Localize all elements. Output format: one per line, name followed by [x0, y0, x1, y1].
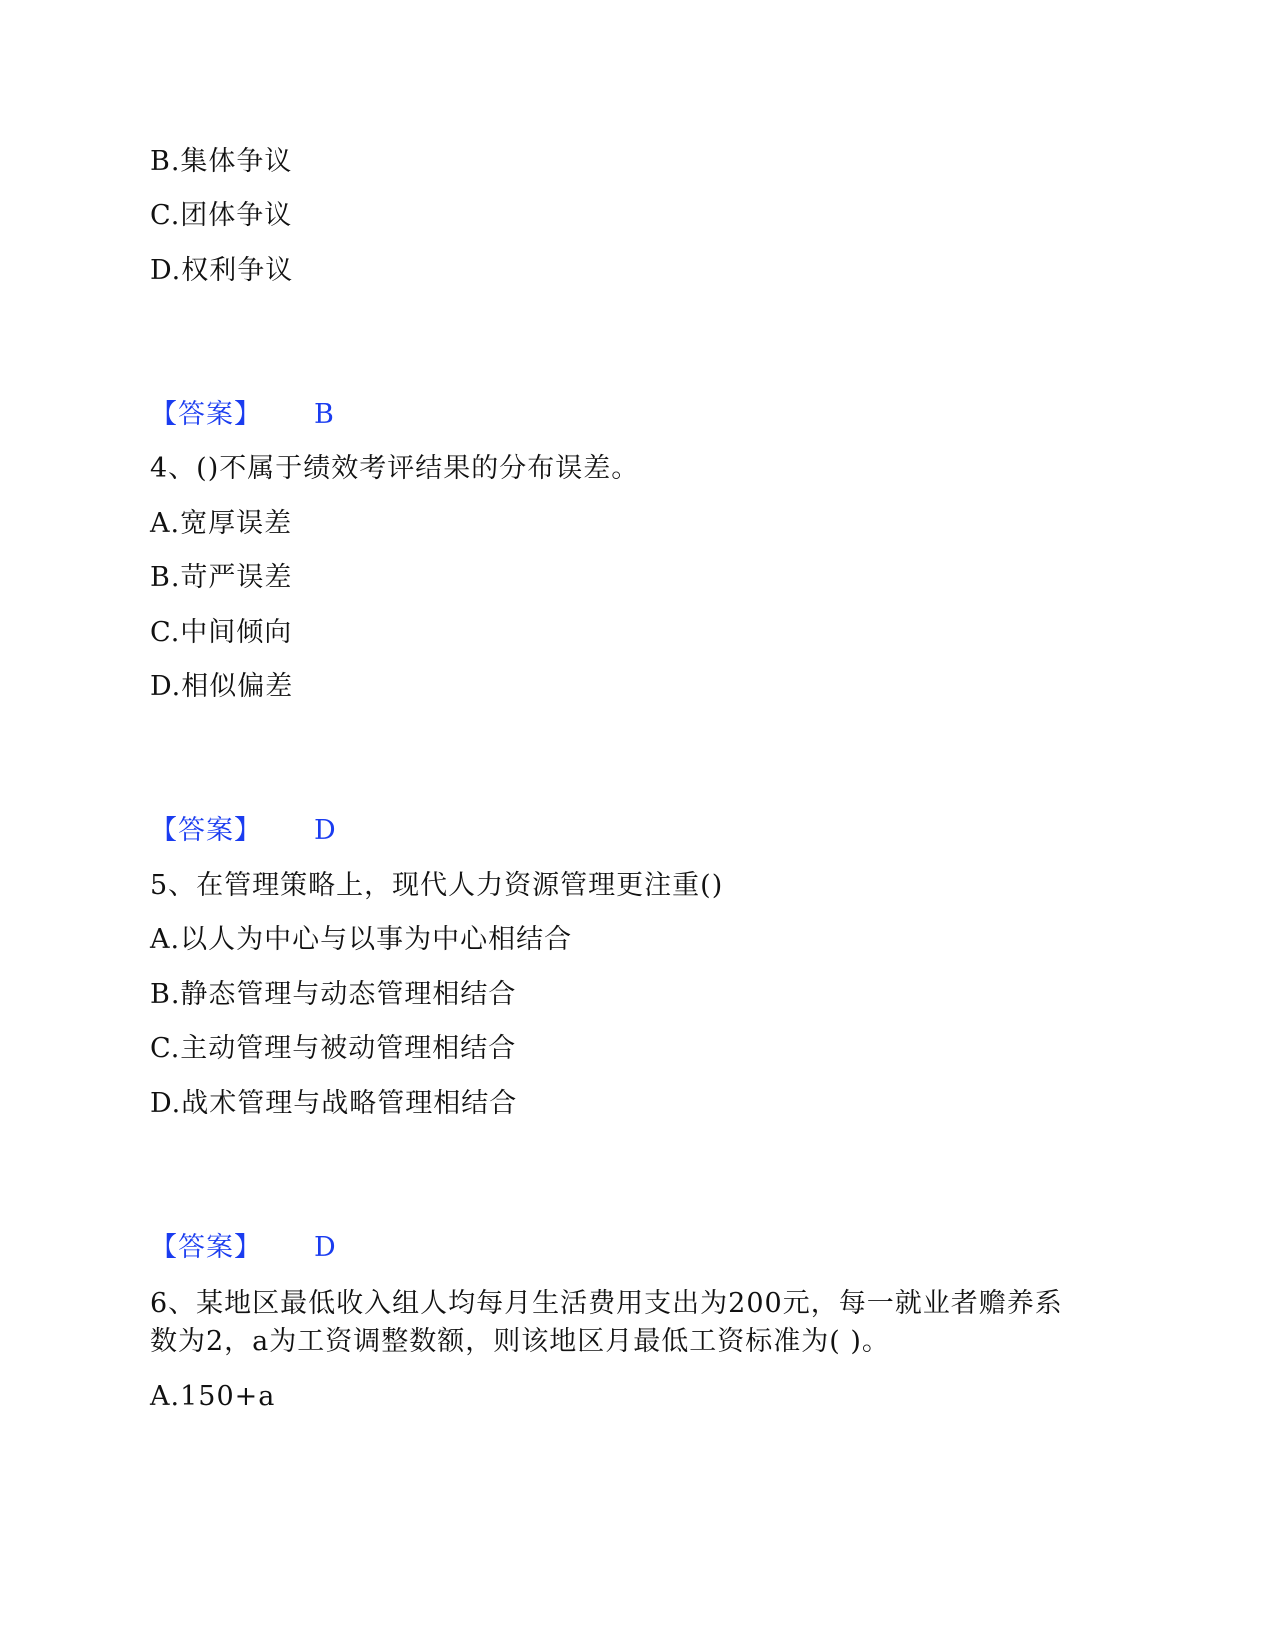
q6-question-line1: 6、某地区最低收入组人均每月生活费用支出为200元，每一就业者赡养系	[150, 1288, 1063, 1319]
q3-option-b: B.集体争议	[150, 146, 293, 177]
q4-option-c: C.中间倾向	[150, 617, 293, 648]
q3-answer	[150, 398, 335, 432]
q4-option-d: D.相似偏差	[150, 671, 294, 702]
q5-option-b: B.静态管理与动态管理相结合	[150, 979, 517, 1010]
q3-answer-value: B	[314, 399, 335, 430]
q6-question-line2: 数为2，a为工资调整数额，则该地区月最低工资标准为( )。	[150, 1326, 890, 1357]
q5-option-c: C.主动管理与被动管理相结合	[150, 1033, 517, 1064]
q4-question: 4、()不属于绩效考评结果的分布误差。	[150, 453, 640, 484]
q4-answer-value: D	[314, 815, 337, 846]
q3-option-c: C.团体争议	[150, 200, 293, 231]
q5-answer	[150, 1231, 337, 1265]
q4-option-a: A.宽厚误差	[150, 508, 293, 539]
q5-option-a: A.以人为中心与以事为中心相结合	[150, 924, 573, 955]
q4-option-b: B.苛严误差	[150, 562, 293, 593]
q3-option-d: D.权利争议	[150, 255, 294, 286]
q5-answer-label: 【答案】	[150, 1232, 262, 1263]
q5-question: 5、在管理策略上，现代人力资源管理更注重()	[150, 870, 724, 901]
q3-answer-label: 【答案】	[150, 399, 262, 430]
q4-answer-label: 【答案】	[150, 815, 262, 846]
q4-answer	[150, 814, 337, 848]
q5-answer-value: D	[314, 1232, 337, 1263]
q5-option-d: D.战术管理与战略管理相结合	[150, 1088, 518, 1119]
q6-option-a: A.150+a	[150, 1381, 276, 1412]
